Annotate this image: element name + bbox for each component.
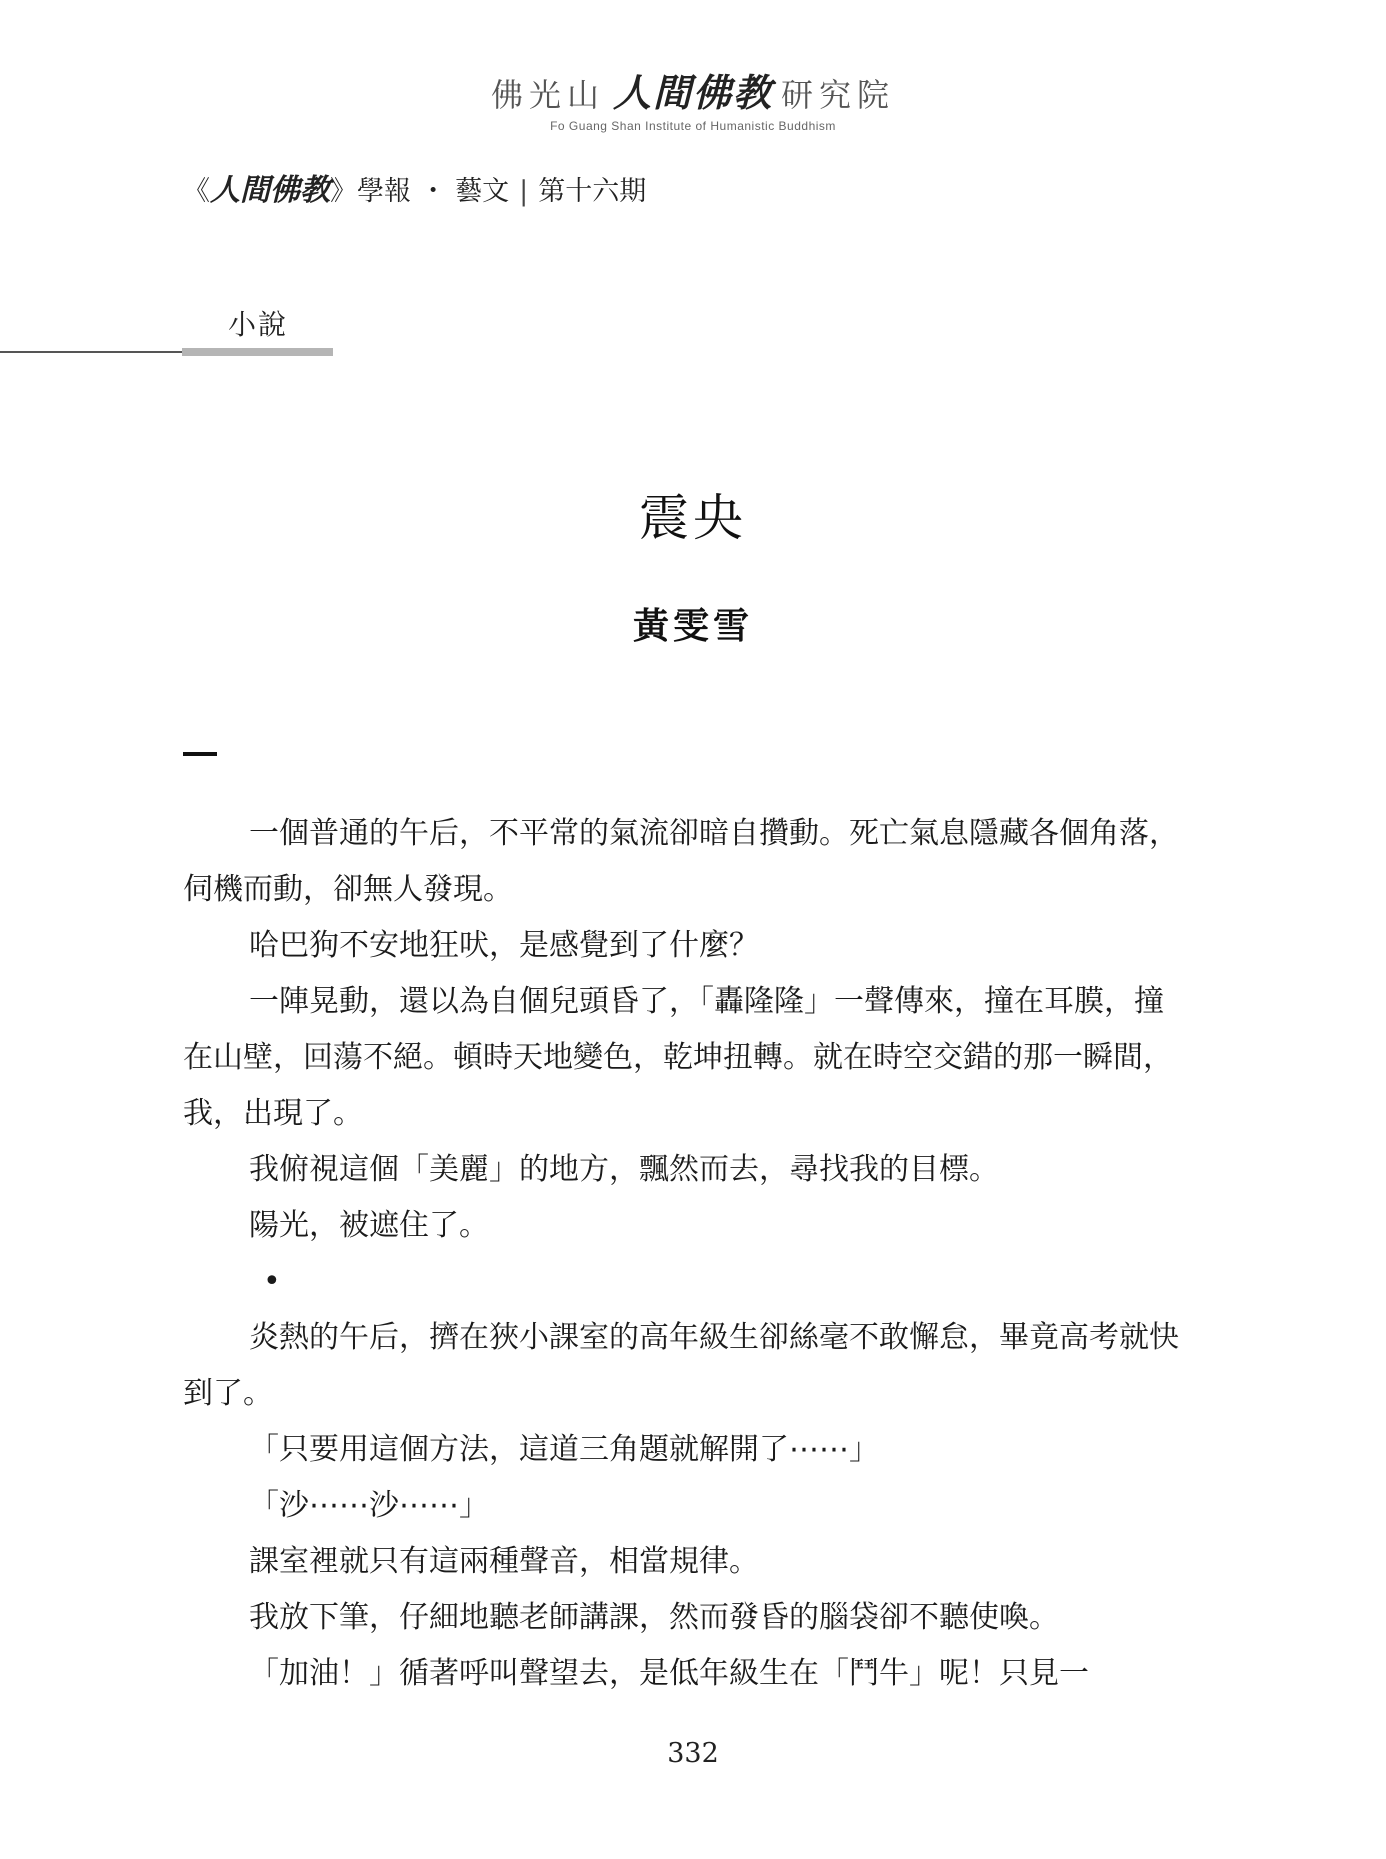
publisher-header	[0, 62, 1386, 133]
paragraph: 課室裡就只有這兩種聲音，相當規律。	[249, 1544, 759, 1579]
publisher-name	[0, 62, 1386, 117]
paragraph: 「只要用這個方法，這道三角題就解開了⋯⋯」	[249, 1432, 879, 1467]
publisher-english-name: Fo Guang Shan Institute of Humanistic Buddhism	[550, 119, 836, 133]
paragraph: 「沙⋯⋯沙⋯⋯」	[249, 1488, 489, 1523]
journal-separator: |	[519, 176, 529, 207]
scene-break: •	[263, 1264, 281, 1299]
section-label: 小說	[228, 308, 289, 341]
paragraph: 炎熱的午后，擠在狹小課室的高年級生卻絲毫不敢懈怠，畢竟高考就快到了。	[183, 1320, 1179, 1411]
section-rule-accent	[182, 348, 333, 356]
journal-running-header	[183, 165, 646, 209]
chapter-number-one	[183, 752, 217, 756]
journal-open-bracket: 《	[183, 176, 210, 207]
paragraph: 我俯視這個「美麗」的地方，飄然而去，尋找我的目標。	[249, 1152, 999, 1187]
brand-logo-text: 人間佛教	[612, 71, 773, 115]
brand-right: 研究院	[781, 76, 896, 114]
article-title: 震央	[639, 489, 747, 547]
brand-left: 佛光山	[490, 76, 605, 114]
paragraph: 陽光，被遮住了。	[249, 1208, 489, 1243]
page-number: 332	[667, 1738, 719, 1769]
paragraph: 我放下筆，仔細地聽老師講課，然而發昏的腦袋卻不聽使喚。	[249, 1600, 1059, 1635]
paragraph: 一個普通的午后，不平常的氣流卻暗自攢動。死亡氣息隱藏各個角落，伺機而動，卻無人發現。	[183, 816, 1179, 907]
journal-title-bold: 人間佛教	[210, 173, 330, 208]
article-body	[183, 806, 1185, 1702]
paragraph: 一陣晃動，還以為自個兒頭昏了，「轟隆隆」一聲傳來，撞在耳膜，撞在山壁，回蕩不絕。頓時天地變色，乾坤扭轉。就在時空交錯的那一瞬間，我，出現了。	[183, 984, 1173, 1131]
journal-section: 學報 ・ 藝文	[357, 176, 510, 207]
journal-close-bracket: 》	[330, 176, 357, 207]
paragraph: 哈巴狗不安地狂吠，是感覺到了什麼？	[249, 928, 759, 963]
article-author: 黃雯雪	[632, 605, 753, 647]
journal-issue: 第十六期	[538, 176, 647, 207]
paragraph: 「加油！」循著呼叫聲望去，是低年級生在「鬥牛」呢！只見一	[249, 1656, 1089, 1691]
